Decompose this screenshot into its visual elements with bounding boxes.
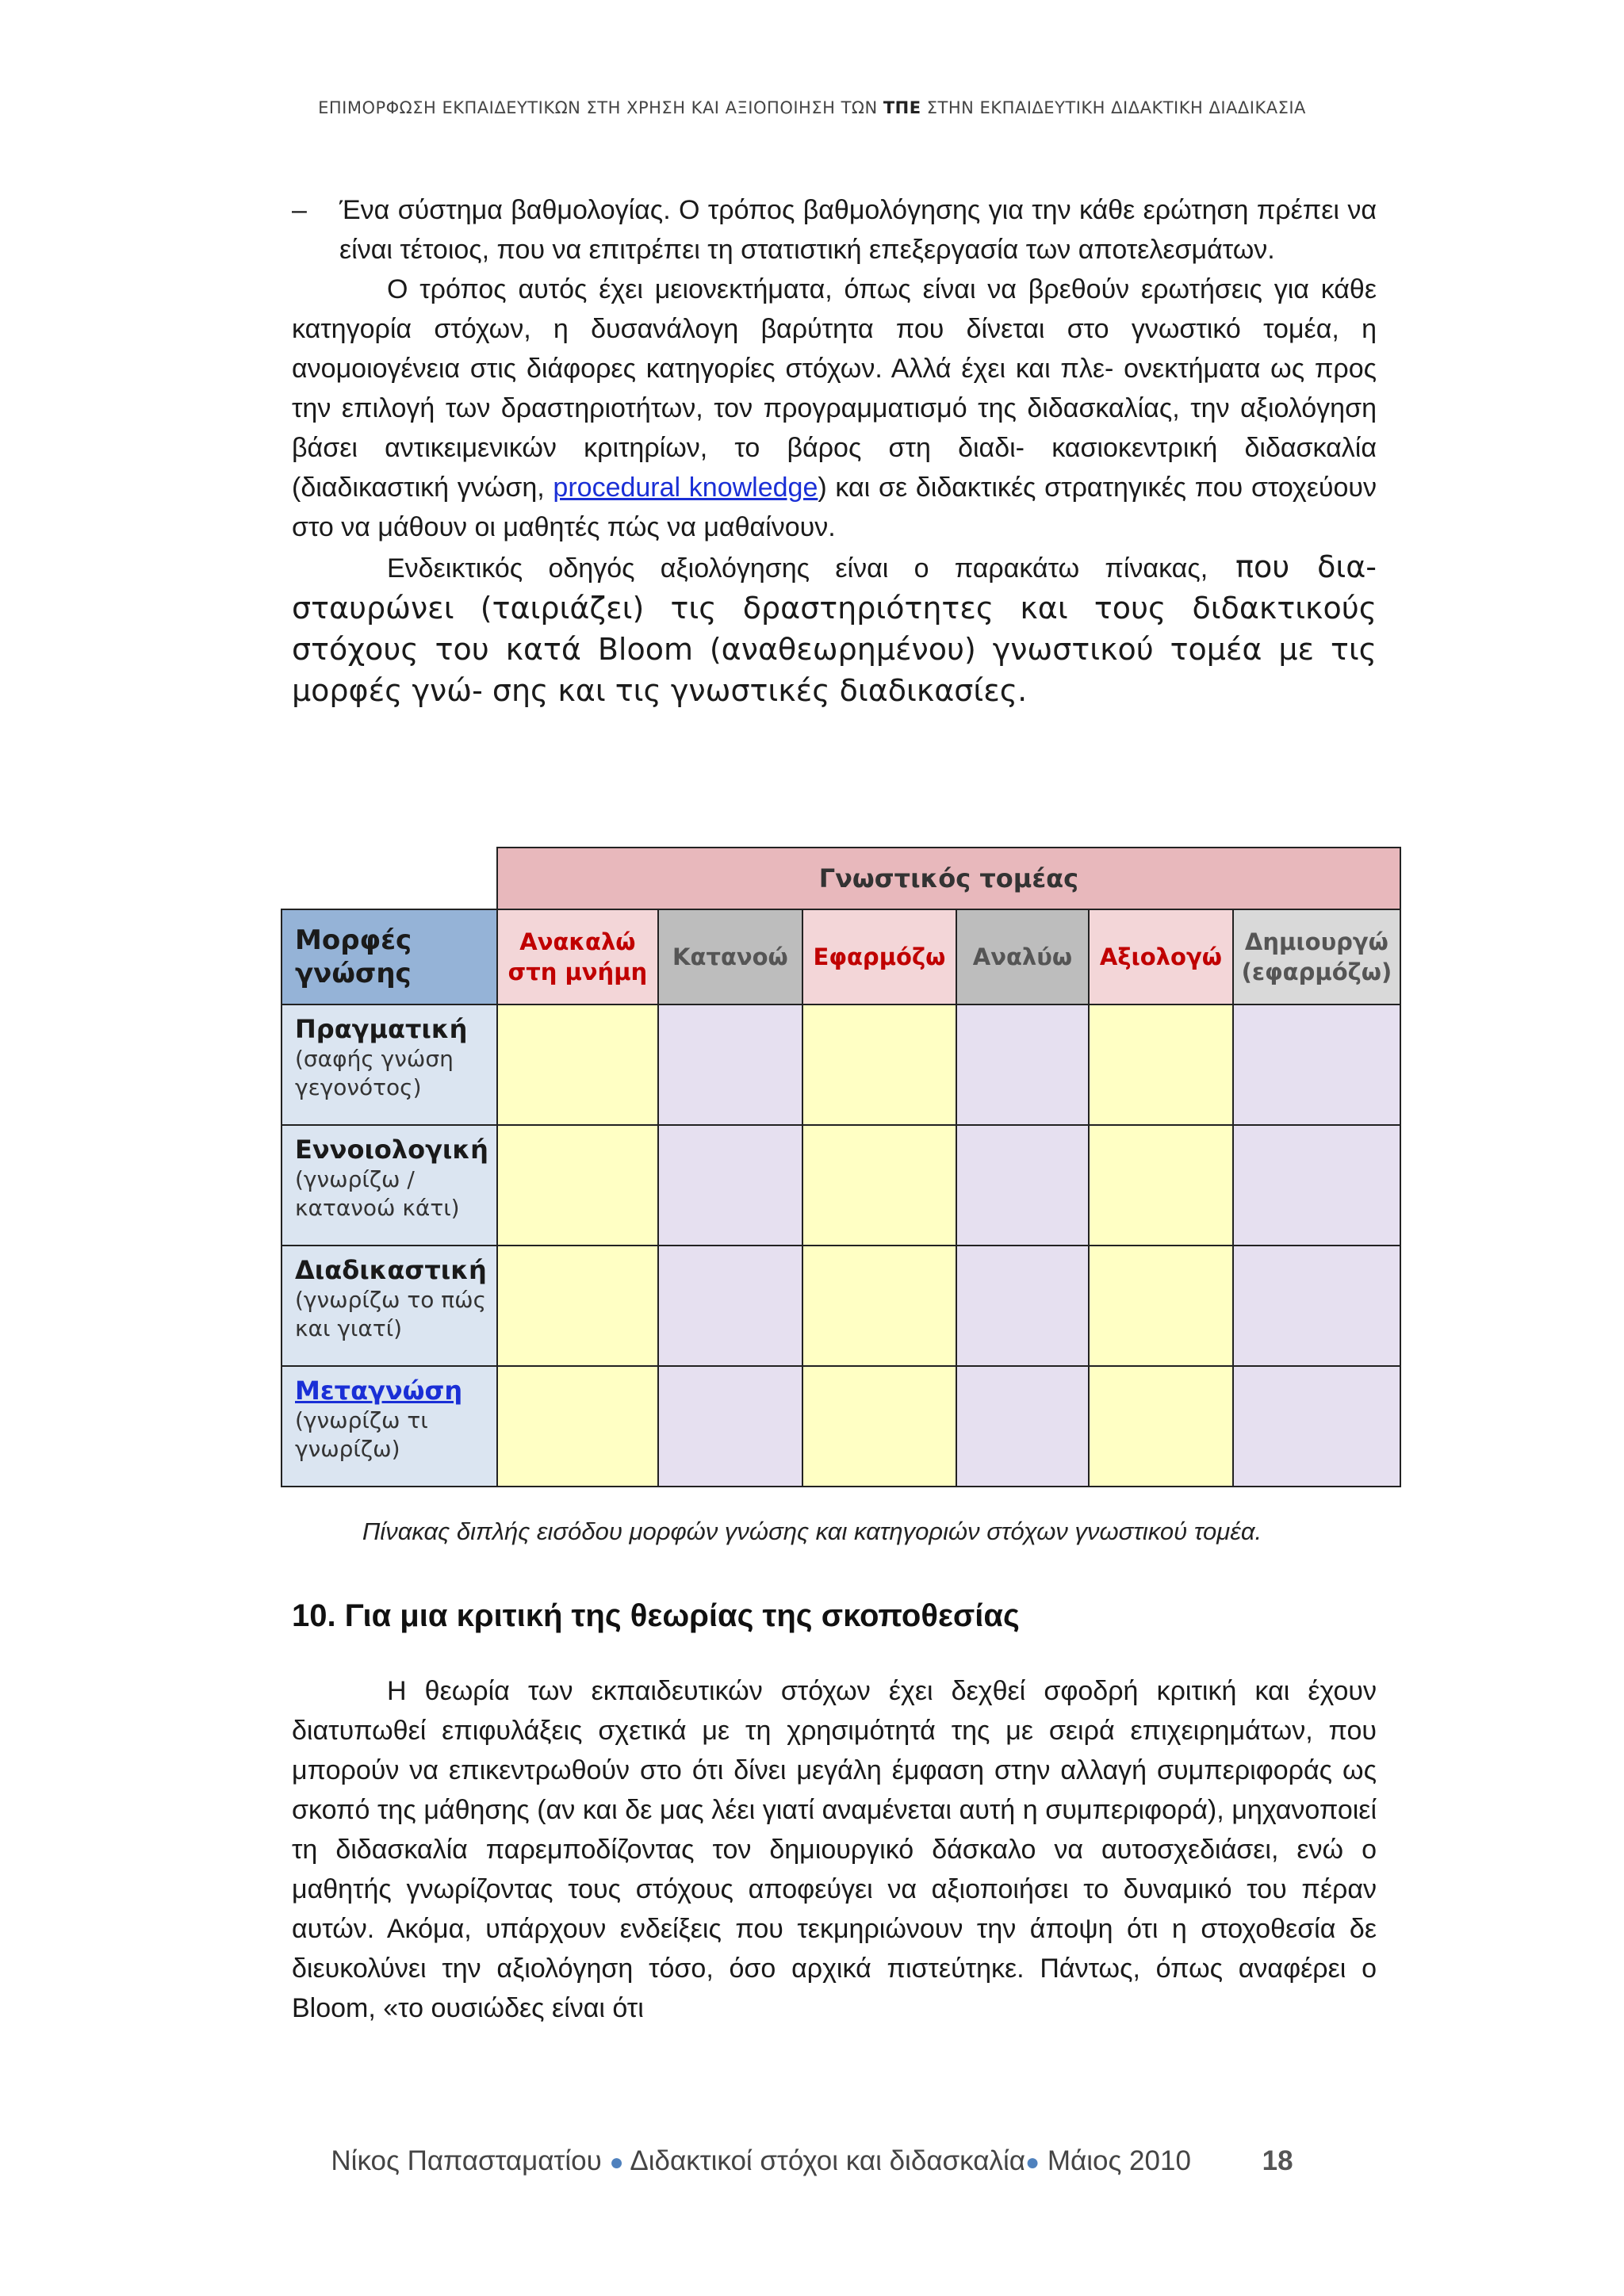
section-heading: 10. Για μια κριτική της θεωρίας της σκοποθεσίας <box>292 1598 1020 1633</box>
bullet-text: Ένα σύστημα βαθμολογίας. Ο τρόπος βαθμολόγησης για την κάθε ερώτηση πρέπει να είναι τέτοιος, που να επιτρέπει τη στατιστική επεξεργασία των αποτελεσμάτων. <box>339 195 1377 265</box>
table-cell <box>1233 1004 1400 1125</box>
table-row <box>282 1125 1400 1246</box>
table-cell <box>1089 1246 1233 1366</box>
body-bottom <box>292 1671 1377 2028</box>
procedural-knowledge-link[interactable]: procedural knowledge <box>553 473 818 503</box>
row-title: Εννοιολογική <box>295 1135 488 1165</box>
table-corner <box>282 848 497 909</box>
table-top-caption: Γνωστικός τομέας <box>497 848 1400 909</box>
col-header-apply: Εφαρμόζω <box>802 909 956 1004</box>
table-cell <box>497 1004 658 1125</box>
paragraph-2-text-a: Ενδεικτικός οδηγός αξιολόγησης είναι ο παρακάτω πίνακας, <box>387 553 1208 584</box>
knowledge-matrix-table <box>281 847 1401 1487</box>
table-cell <box>1233 1125 1400 1246</box>
table-cell <box>956 1246 1089 1366</box>
paragraph-3: Η θεωρία των εκπαιδευτικών στόχων έχει δεχθεί σφοδρή κριτική και έχουν διατυπωθεί επιφυλάξεις σχετικά με τη χρησιμότητά της με σειρά επιχειρημάτων, που μπορούν να επικεντρωθούν στο ότι δίνει μεγάλη έμφαση στην αλλαγή συμπεριφοράς ως σκοπό της μάθησης (αν και δε μας λέει γιατί αναμένεται αυτή η συμπεριφορά), μηχανοποιεί τη διδασκαλία παρεμποδίζοντας τον δημιουργικό δάσκαλο να αυτοσχεδιάσει, ενώ ο μαθητής γνωρίζοντας τους στόχους αποφεύγει να αξιοποιήσει το δυναμικό του πέραν αυτών. Ακόμα, υπάρχουν ενδείξεις που τεκμηριώνουν την άποψη ότι η στοχοθεσία δε διευκολύνει την αξιολόγηση τόσο, όσο αρχικά πιστεύτηκε. Πάντως, όπως αναφέρει ο Bloom, «το ουσιώδες είναι ότι <box>292 1676 1377 2023</box>
table-cell <box>1089 1004 1233 1125</box>
col-header-understand: Κατανοώ <box>658 909 802 1004</box>
col-header-create: Δημιουργώ (εφαρμόζω) <box>1233 909 1400 1004</box>
row-subtitle: (γνωρίζω το πώς και γιατί) <box>295 1287 487 1341</box>
row-header-procedural <box>282 1246 497 1366</box>
row-header-factual <box>282 1004 497 1125</box>
table-cell <box>497 1366 658 1487</box>
header-text-bold: ΤΠΕ <box>883 98 921 117</box>
table-cell <box>1089 1366 1233 1487</box>
col-header-remember: Ανακαλώ στη μνήμη <box>497 909 658 1004</box>
col-header-evaluate: Αξιολογώ <box>1089 909 1233 1004</box>
body-top <box>292 190 1377 712</box>
header-text-2: ΣΤΗΝ ΕΚΠΑΙΔΕΥΤΙΚΗ ΔΙΔΑΚΤΙΚΗ ΔΙΑΔΙΚΑΣΙΑ <box>921 98 1306 117</box>
row-header-title: Μορφές γνώσης <box>282 909 497 1004</box>
row-title: Πραγματική <box>295 1014 468 1044</box>
table-cell <box>956 1366 1089 1487</box>
page-number: 18 <box>1262 2145 1293 2176</box>
row-title: Διαδικαστική <box>295 1255 487 1285</box>
table-cell <box>802 1004 956 1125</box>
paragraph-2 <box>292 547 1377 712</box>
table-cell <box>802 1366 956 1487</box>
table-row <box>282 1246 1400 1366</box>
table-cell <box>802 1246 956 1366</box>
row-subtitle: (γνωρίζω / κατανοώ κάτι) <box>295 1166 460 1221</box>
row-subtitle: (σαφής γνώση γεγονότος) <box>295 1046 454 1100</box>
paragraph-1-text: Ο τρόπος αυτός έχει μειονεκτήματα, όπως είναι να βρεθούν ερωτήσεις για κάθε κατηγορία στόχων, η δυσανάλογη βαρύτητα που δίνεται στο γνωστικό τομέα, η ανομοιογένεια στις διάφορες κατηγορίες στόχων. Αλλά έχει και πλε- ονεκτήματα ως προς την επιλογή των δραστηριοτήτων, τον προγραμματισμό της διδασκαλίας, την αξιολόγηση βάσει αντικειμενικών κριτηρίων, το βάρος στη διαδι- κασιοκεντρική διδασκαλία (διαδικαστική γνώση, <box>292 274 1377 503</box>
table-cell <box>658 1125 802 1246</box>
paragraph-1 <box>292 270 1377 547</box>
table-caption: Πίνακας διπλής εισόδου μορφών γνώσης και κατηγοριών στόχων γνωστικού τομέα. <box>362 1517 1262 1545</box>
col-header-analyze: Αναλύω <box>956 909 1089 1004</box>
table-cell <box>658 1246 802 1366</box>
table-cell <box>497 1125 658 1246</box>
footer-bullet-icon: ● <box>1025 2149 1040 2175</box>
footer-date: Μάιος 2010 <box>1047 2145 1191 2176</box>
row-header-conceptual <box>282 1125 497 1246</box>
table-cell <box>1089 1125 1233 1246</box>
bullet-dash: – <box>292 195 307 225</box>
row-subtitle: (γνωρίζω τι γνωρίζω) <box>295 1407 428 1462</box>
metacognition-link[interactable]: Μεταγνώση <box>295 1376 463 1406</box>
row-header-metacognitive <box>282 1366 497 1487</box>
header-text-1: ΕΠΙΜΟΡΦΩΣΗ ΕΚΠΑΙΔΕΥΤΙΚΩΝ ΣΤΗ ΧΡΗΣΗ ΚΑΙ ΑΞΙΟΠΟΙΗΣΗ ΤΩΝ <box>318 98 883 117</box>
page-footer <box>0 2145 1624 2177</box>
paragraph-2-text-b: που δια- σταυρώνει (ταιριάζει) τις δραστηριότητες και τους διδακτικούς στόχους του κατά Bloom (αναθεωρημένου) γνωστικού τομέα με τις μορφές γνώ- σης και τις γνωστικές διαδικασίες. <box>292 549 1377 708</box>
footer-author: Νίκος Παπασταματίου <box>331 2145 602 2176</box>
table-cell <box>802 1125 956 1246</box>
table-cell <box>658 1366 802 1487</box>
table-cell <box>1233 1246 1400 1366</box>
footer-bullet-icon: ● <box>609 2149 624 2175</box>
footer-title: Διδακτικοί στόχοι και διδασκαλία <box>630 2145 1025 2176</box>
running-header <box>0 98 1624 117</box>
table-cell <box>956 1004 1089 1125</box>
table-row <box>282 1366 1400 1487</box>
paragraph-1-text-end: ) και σε διδακτικές στρατηγικές που στοχεύουν στο να μάθουν οι μαθητές πώς να μαθαίνουν. <box>292 473 1377 542</box>
table-cell <box>658 1004 802 1125</box>
table-row <box>282 1004 1400 1125</box>
bullet-item <box>292 190 1377 270</box>
table-cell <box>956 1125 1089 1246</box>
table-cell <box>1233 1366 1400 1487</box>
table-cell <box>497 1246 658 1366</box>
